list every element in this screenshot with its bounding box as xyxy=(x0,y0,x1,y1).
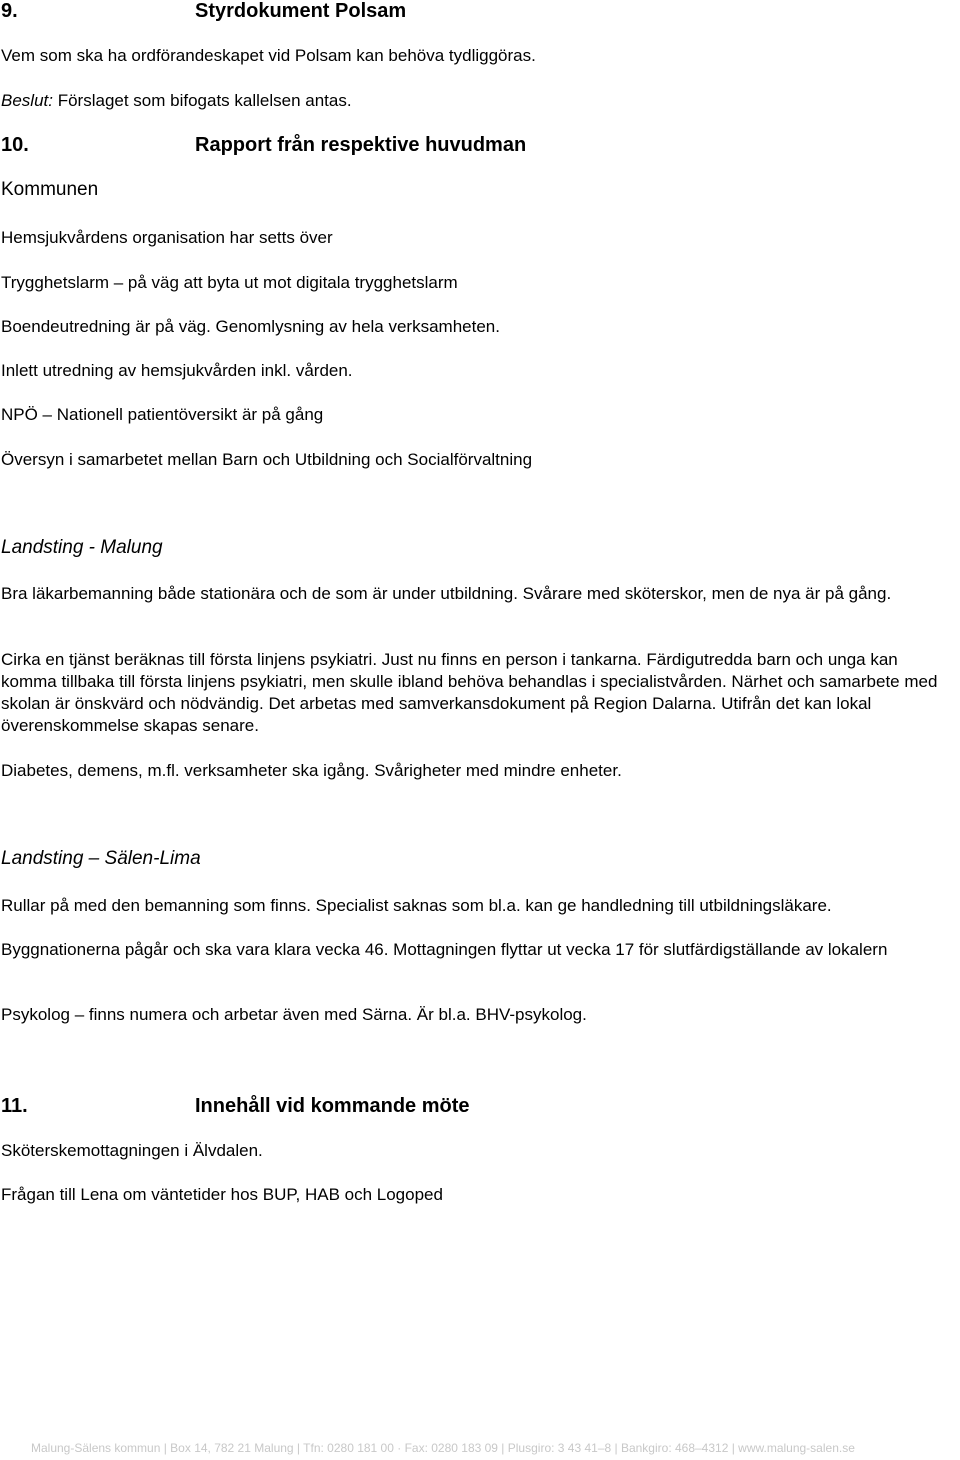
section-10-heading xyxy=(1,133,526,157)
section-9-heading xyxy=(1,0,406,23)
list-item: NPÖ – Nationell patientöversikt är på gång xyxy=(1,405,324,424)
section-title: Rapport från respektive huvudman xyxy=(195,134,527,156)
paragraph: Byggnationerna pågår och ska vara klara vecka 46. Mottagningen flyttar ut vecka 17 för slutfärdigställande av lokalern xyxy=(1,940,888,959)
list-item: Inlett utredning av hemsjukvården inkl. vården. xyxy=(1,361,353,380)
decision-line xyxy=(1,90,352,111)
section-title: Innehåll vid kommande möte xyxy=(195,1095,470,1117)
paragraph: Diabetes, demens, m.fl. verksamheter ska igång. Svårigheter med mindre enheter. xyxy=(1,761,622,780)
paragraph: Rullar på med den bemanning som finns. Specialist saknas som bl.a. kan ge handledning till utbildningsläkare. xyxy=(1,896,832,915)
decision-text: Förslaget som bifogats kallelsen antas. xyxy=(52,91,352,110)
paragraph: Cirka en tjänst beräknas till första linjens psykiatri. Just nu finns en person i tankarna. Färdigutredda barn och unga kan komma tillbaka till första linjens psykiatri, men skulle ibland behöva behandlas i specialistvården. Närhet och samarbete med skolan är önskvärd och nödvändig. Det arbetas med samverkansdokument på Region Dalarna. Utifrån det kan lokal överenskommelse skapas senare. xyxy=(1,650,938,735)
section-number: 9. xyxy=(1,0,18,22)
paragraph: Bra läkarbemanning både stationära och de som är under utbildning. Svårare med sköterskor, men de nya är på gång. xyxy=(1,584,892,603)
section-number: 11. xyxy=(1,1095,28,1117)
paragraph: Psykolog – finns numera och arbetar även med Särna. Är bl.a. BHV-psykolog. xyxy=(1,1005,587,1024)
section-number: 10. xyxy=(1,134,29,156)
subsection-heading-salen-lima: Landsting – Sälen-Lima xyxy=(1,848,201,869)
list-item: Sköterskemottagningen i Älvdalen. xyxy=(1,1141,263,1160)
section-title: Styrdokument Polsam xyxy=(195,0,407,22)
section-11-heading xyxy=(1,1094,470,1118)
list-item: Hemsjukvårdens organisation har setts över xyxy=(1,228,333,247)
paragraph: Vem som ska ha ordförandeskapet vid Polsam kan behöva tydliggöras. xyxy=(1,46,536,65)
list-item: Översyn i samarbetet mellan Barn och Utbildning och Socialförvaltning xyxy=(1,450,533,469)
subsection-heading-kommunen: Kommunen xyxy=(1,179,99,200)
list-item: Frågan till Lena om väntetider hos BUP, HAB och Logoped xyxy=(1,1185,443,1204)
decision-label: Beslut: xyxy=(1,91,53,110)
subsection-heading-malung: Landsting - Malung xyxy=(1,537,163,558)
list-item: Boendeutredning är på väg. Genomlysning av hela verksamheten. xyxy=(1,317,500,336)
list-item: Trygghetslarm – på väg att byta ut mot digitala trygghetslarm xyxy=(1,273,458,292)
page-footer: Malung-Sälens kommun | Box 14, 782 21 Malung | Tfn: 0280 181 00 · Fax: 0280 183 09 | Plusgiro: 3 43 41–8 | Bankgiro: 468–4312 | www.malung-salen.se xyxy=(31,1441,855,1455)
